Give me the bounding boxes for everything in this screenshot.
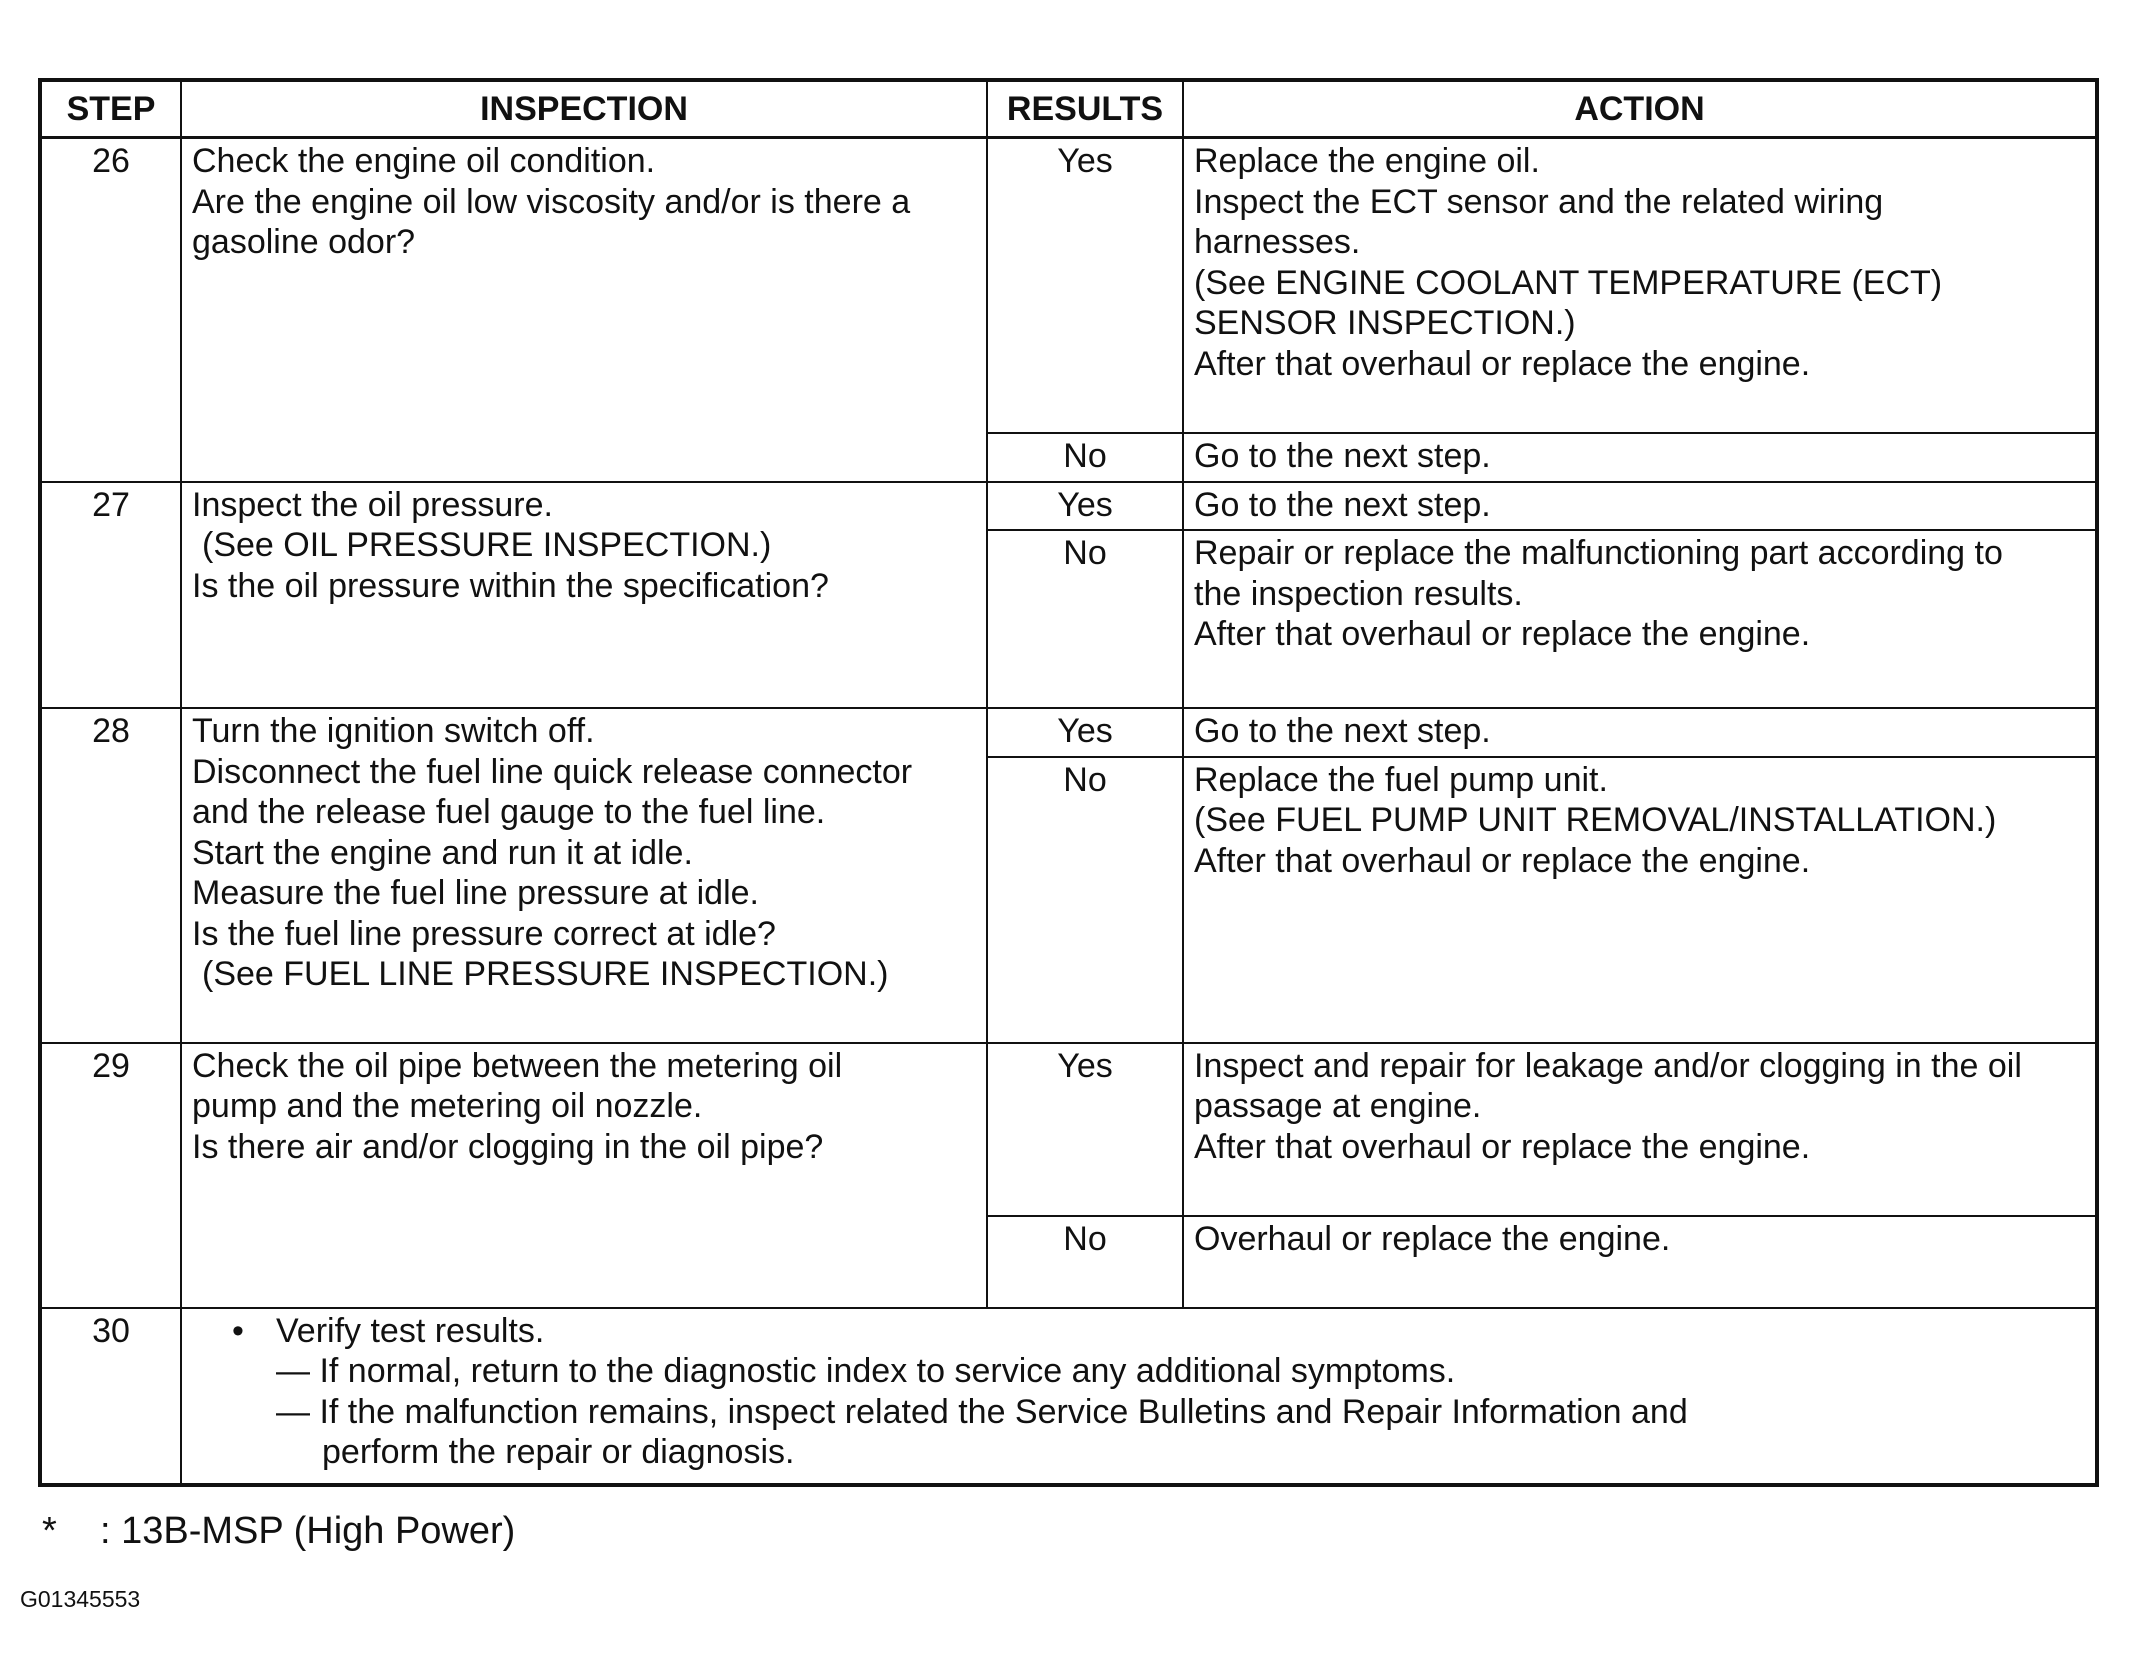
table-row bbox=[40, 1043, 2097, 1216]
action-line: harnesses. bbox=[1194, 223, 1361, 261]
action-line: (See ENGINE COOLANT TEMPERATURE (ECT) bbox=[1194, 263, 1943, 302]
table-row bbox=[40, 1308, 2097, 1485]
inspection-cell bbox=[181, 482, 987, 709]
action-line: SENSOR INSPECTION.) bbox=[1194, 304, 1576, 342]
action-line: the inspection results. bbox=[1194, 574, 1523, 613]
inspection-line: Is the fuel line pressure correct at idle? bbox=[192, 914, 776, 953]
result-cell: Yes bbox=[987, 708, 1183, 757]
action-cell bbox=[1183, 708, 2097, 757]
final-step-note bbox=[181, 1308, 2097, 1485]
sub-item-continuation: perform the repair or diagnosis. bbox=[322, 1433, 795, 1471]
action-line: (See FUEL PUMP UNIT REMOVAL/INSTALLATION.) bbox=[1194, 801, 1997, 839]
header-step: STEP bbox=[40, 80, 181, 138]
table-row bbox=[40, 482, 2097, 531]
diagnostic-table bbox=[38, 78, 2099, 1487]
result-cell: No bbox=[987, 1216, 1183, 1308]
result-cell: No bbox=[987, 530, 1183, 708]
inspection-line: Start the engine and run it at idle. bbox=[192, 833, 693, 872]
inspection-line: Are the engine oil low viscosity and/or is there a bbox=[192, 182, 911, 221]
action-line: Replace the fuel pump unit. bbox=[1194, 760, 1608, 799]
inspection-line: Inspect the oil pressure. bbox=[192, 485, 553, 524]
result-cell: No bbox=[987, 757, 1183, 1043]
inspection-line: (See FUEL LINE PRESSURE INSPECTION.) bbox=[202, 955, 889, 993]
action-line: Repair or replace the malfunctioning part according to bbox=[1194, 534, 2003, 572]
step-number: 26 bbox=[40, 138, 181, 482]
inspection-cell bbox=[181, 138, 987, 482]
inspection-line: Turn the ignition switch off. bbox=[192, 712, 595, 750]
header-inspection: INSPECTION bbox=[181, 80, 987, 138]
action-line: After that overhaul or replace the engine. bbox=[1194, 615, 1811, 653]
action-line: After that overhaul or replace the engine. bbox=[1194, 344, 1811, 383]
action-line: Go to the next step. bbox=[1194, 712, 1491, 750]
inspection-line: Disconnect the fuel line quick release connector bbox=[192, 752, 913, 791]
sub-item: — If the malfunction remains, inspect related the Service Bulletins and Repair Information and bbox=[276, 1392, 1688, 1431]
action-line: Inspect and repair for leakage and/or clogging in the oil bbox=[1194, 1046, 2022, 1085]
result-cell: Yes bbox=[987, 482, 1183, 531]
inspection-cell bbox=[181, 1043, 987, 1308]
step-number: 27 bbox=[40, 482, 181, 709]
inspection-line: Measure the fuel line pressure at idle. bbox=[192, 874, 759, 912]
inspection-line: pump and the metering oil nozzle. bbox=[192, 1087, 703, 1125]
footnote-mark: * bbox=[42, 1510, 57, 1552]
result-cell: Yes bbox=[987, 138, 1183, 434]
action-line: Go to the next step. bbox=[1194, 485, 1491, 524]
action-line: Inspect the ECT sensor and the related wiring bbox=[1194, 182, 1884, 221]
sub-item: — If normal, return to the diagnostic index to service any additional symptoms. bbox=[276, 1352, 1456, 1390]
header-row bbox=[40, 80, 2097, 138]
inspection-line: (See OIL PRESSURE INSPECTION.) bbox=[202, 526, 772, 564]
action-cell bbox=[1183, 138, 2097, 434]
action-line: Replace the engine oil. bbox=[1194, 142, 1540, 180]
step-number: 30 bbox=[40, 1308, 181, 1485]
footnote-text: : 13B-MSP (High Power) bbox=[100, 1510, 516, 1552]
table-row bbox=[40, 138, 2097, 434]
bullet-item bbox=[232, 1311, 2085, 1352]
bullet-icon: • bbox=[232, 1311, 244, 1350]
step-number: 28 bbox=[40, 708, 181, 1043]
inspection-line: Is the oil pressure within the specification? bbox=[192, 566, 829, 605]
inspection-cell bbox=[181, 708, 987, 1043]
bullet-text: Verify test results. bbox=[276, 1311, 545, 1350]
inspection-line: Check the engine oil condition. bbox=[192, 142, 656, 180]
action-cell bbox=[1183, 1043, 2097, 1216]
action-line: passage at engine. bbox=[1194, 1087, 1482, 1125]
header-action: ACTION bbox=[1183, 80, 2097, 138]
inspection-line: Check the oil pipe between the metering oil bbox=[192, 1046, 843, 1085]
action-cell bbox=[1183, 757, 2097, 1043]
figure-id: G01345553 bbox=[20, 1586, 141, 1612]
action-line: After that overhaul or replace the engine. bbox=[1194, 841, 1811, 880]
footnote bbox=[42, 1510, 515, 1553]
action-line: Go to the next step. bbox=[1194, 437, 1491, 475]
table-row bbox=[40, 708, 2097, 757]
action-cell bbox=[1183, 1216, 2097, 1308]
step-number: 29 bbox=[40, 1043, 181, 1308]
action-cell bbox=[1183, 482, 2097, 531]
result-cell: No bbox=[987, 433, 1183, 482]
inspection-line: Is there air and/or clogging in the oil pipe? bbox=[192, 1127, 824, 1166]
header-results: RESULTS bbox=[987, 80, 1183, 138]
inspection-line: gasoline odor? bbox=[192, 223, 416, 261]
action-cell bbox=[1183, 433, 2097, 482]
action-line: After that overhaul or replace the engine. bbox=[1194, 1127, 1811, 1166]
action-cell bbox=[1183, 530, 2097, 708]
inspection-line: and the release fuel gauge to the fuel line. bbox=[192, 793, 826, 831]
result-cell: Yes bbox=[987, 1043, 1183, 1216]
action-line: Overhaul or replace the engine. bbox=[1194, 1219, 1671, 1258]
